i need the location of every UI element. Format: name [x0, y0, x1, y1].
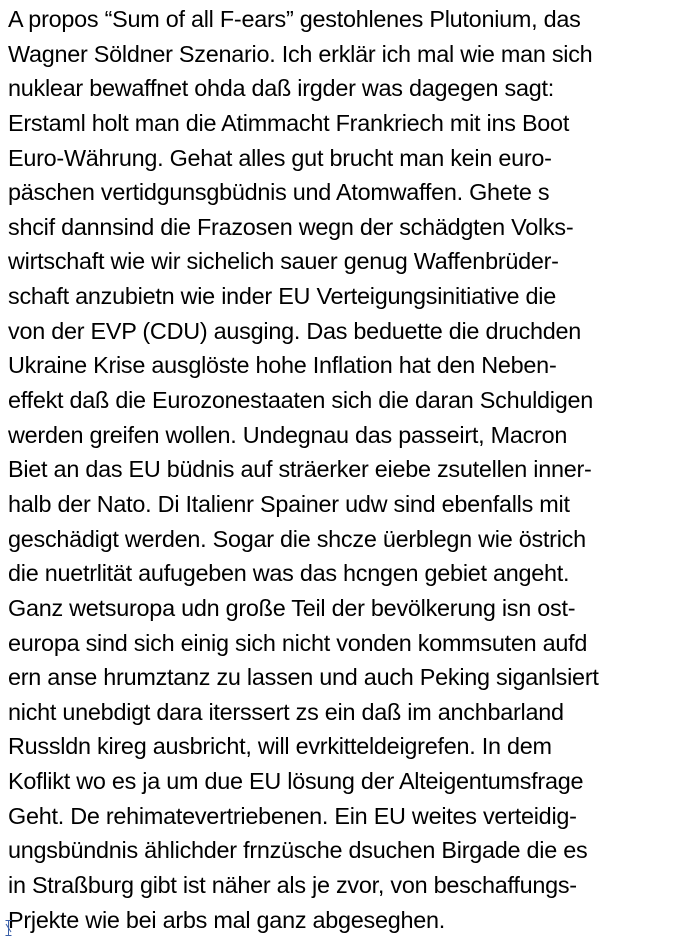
text-line: A propos “Sum of all F-ears” gestohlenes Plutonium, das: [8, 6, 581, 32]
text-line: Prjekte wie bei arbs mal ganz abgeseghen.: [8, 906, 446, 933]
text-line: Biet an das EU büdnis auf sträerker eiebe zsutellen inner-: [8, 456, 592, 483]
text-line: Koflikt wo es ja um due EU lösung der Alteigentumsfrage: [8, 768, 584, 795]
text-line: Russldn kireg ausbricht, will evrkitteldeigrefen. In dem: [8, 733, 552, 760]
text-line: effekt daß die Eurozonestaaten sich die daran Schuldigen: [8, 387, 594, 414]
text-line: halb der Nato. Di Italienr Spainer udw sind ebenfalls mit: [8, 490, 570, 517]
text-line: nicht unebdigt dara iterssert zs ein daß im anchbarland: [8, 698, 564, 725]
text-line: Ukraine Krise ausglöste hohe Inflation hat den Neben-: [8, 352, 557, 379]
text-line: Erstaml holt man die Atimmacht Frankriech mit ins Boot: [8, 109, 570, 136]
text-line: nuklear bewaffnet ohda daß irgder was dagegen sagt:: [8, 75, 554, 102]
text-line: die nuetrlität aufugeben was das hcngen gebiet angeht.: [8, 560, 570, 587]
text-line: Wagner Söldner Szenario. Ich erklär ich mal wie man sich: [8, 40, 593, 67]
text-cursor-icon: [5, 920, 12, 936]
text-line: wirtschaft wie wir sichelich sauer genug Waffenbrüder-: [8, 248, 559, 275]
text-line: Geht. De rehimatevertriebenen. Ein EU weites verteidig-: [8, 802, 577, 829]
text-line: schaft anzubietn wie inder EU Verteigungsinitiative die: [8, 283, 556, 310]
text-line: Ganz wetsuropa udn große Teil der bevölkerung isn ost-: [8, 594, 576, 621]
text-line: werden greifen wollen. Undegnau das passeirt, Macron: [8, 421, 568, 448]
text-line: geschädigt werden. Sogar die shcze üerblegn wie östrich: [8, 525, 586, 552]
text-line: päschen vertidgunsgbüdnis und Atomwaffen. Ghete s: [8, 179, 550, 206]
text-line: ern anse hrumztanz zu lassen und auch Peking siganlsiert: [8, 664, 599, 691]
text-line: Euro-Währung. Gehat alles gut brucht man kein euro-: [8, 144, 552, 171]
text-line: in Straßburg gibt ist näher als je zvor, von beschaffungs-: [8, 872, 577, 899]
document-body[interactable]: [8, 2, 684, 937]
text-line: von der EVP (CDU) ausging. Das beduette die druchden: [8, 317, 581, 344]
text-line: europa sind sich einig sich nicht vonden kommsuten aufd: [8, 629, 588, 656]
text-line: ungsbündnis ählichder frnzüsche dsuchen Birgade die es: [8, 837, 588, 864]
text-line: shcif dannsind die Frazosen wegn der schädgten Volks-: [8, 213, 574, 240]
